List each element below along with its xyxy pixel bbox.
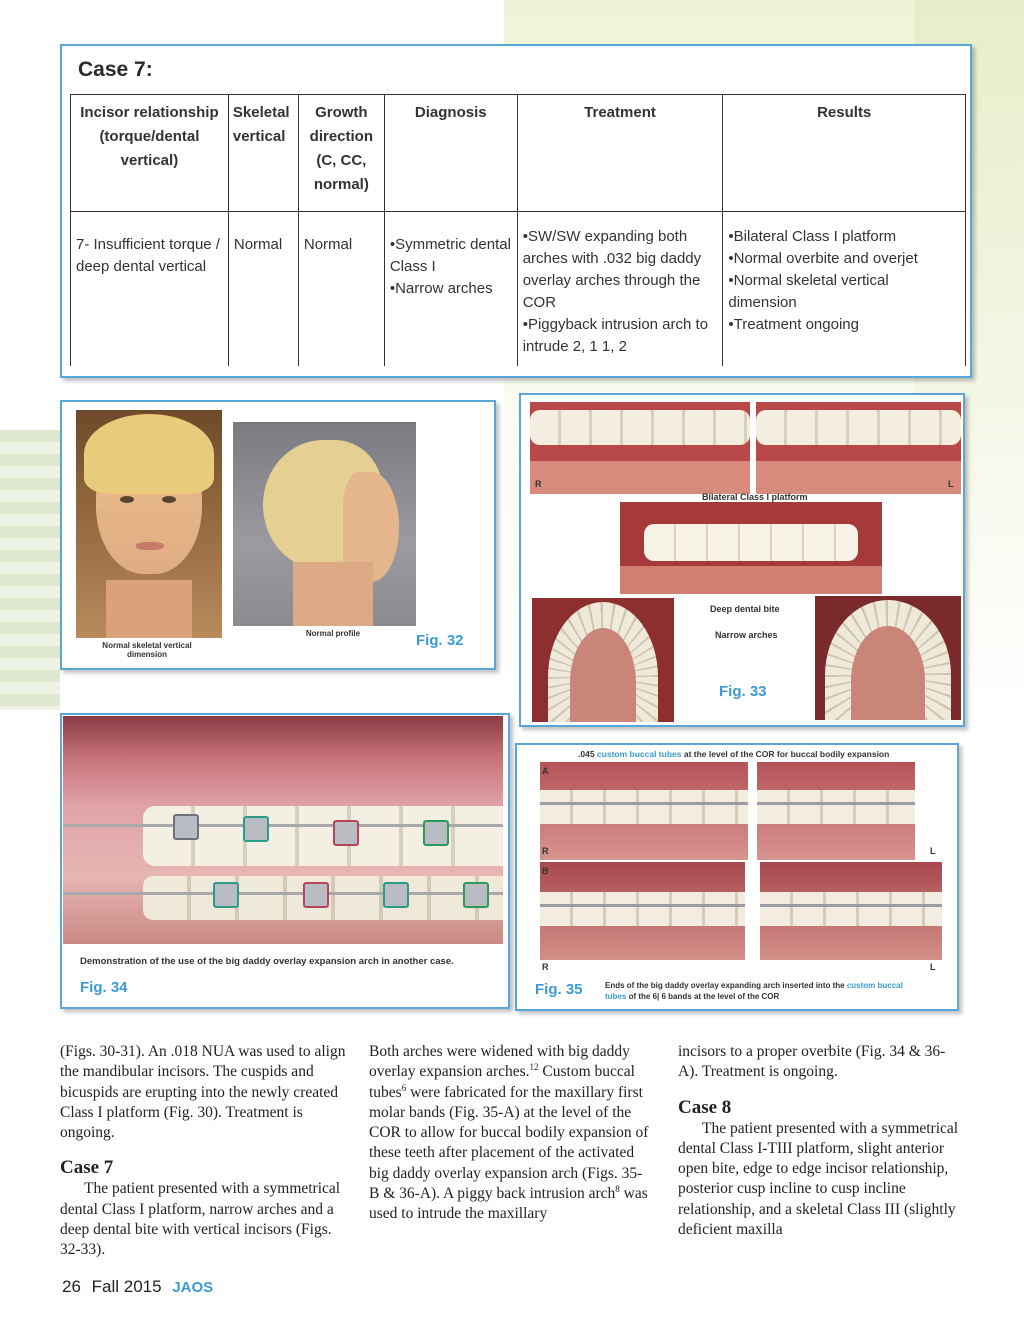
col1-case7-paragraph: The patient presented with a symmetrical dental Class I platform, narrow arches and a deep dental bite with vertical incisors (Figs. 32-33). <box>60 1180 341 1259</box>
text-column-2 <box>369 1042 651 1225</box>
page-footer <box>62 1277 213 1297</box>
header-diagnosis: Diagnosis <box>384 95 517 212</box>
lower-arch-photo <box>815 596 961 720</box>
fig35-top-caption-b: custom buccal tubes <box>596 749 682 759</box>
fig32-label: Fig. 32 <box>416 632 464 649</box>
fig35-top-caption-a: .045 <box>578 749 595 759</box>
case-table <box>70 94 966 366</box>
fig35-top-caption-c: at the level of the COR for buccal bodily expansion <box>683 749 890 759</box>
case8-heading: Case 8 <box>678 1096 732 1118</box>
fig33-caption-platform: Bilateral Class I platform <box>702 492 808 502</box>
col2-text-a: Both arches were widened with big daddy overlay expansion arches. <box>369 1043 630 1081</box>
col2-paragraph <box>369 1042 651 1225</box>
header-results: Results <box>723 95 966 212</box>
results-item: •Normal overbite and overjet <box>728 250 918 267</box>
header-growth: Growth direction (C, CC, normal) <box>298 95 384 212</box>
cell-growth: Normal <box>298 212 384 367</box>
fig35-marker-l-b: L <box>930 962 936 972</box>
diagnosis-item: •Symmetric dental Class I <box>389 236 511 275</box>
journal-name: JAOS <box>172 1279 214 1296</box>
cell-incisor: 7- Insufficient torque / deep dental vertical <box>71 212 229 367</box>
fig35-photo-a-left <box>757 762 915 860</box>
cell-treatment <box>517 212 723 367</box>
fig32-caption-front: Normal skeletal vertical dimension <box>102 641 192 659</box>
teeth-right-photo <box>530 402 750 494</box>
patient-profile-photo <box>233 422 416 626</box>
fig35-bottom-caption-a: Ends of the big daddy overlay expanding arch inserted into the <box>605 981 845 990</box>
diagnosis-item: •Narrow arches <box>389 280 493 297</box>
col3-paragraph: incisors to a proper overbite (Fig. 34 & 36-A). Treatment is ongoing. <box>678 1043 946 1081</box>
upper-arch-photo <box>532 598 674 722</box>
fig35-bottom-caption-b: custom buccal tubes <box>605 981 903 1001</box>
fig35-label: Fig. 35 <box>535 981 583 998</box>
issue-label: Fall 2015 <box>91 1277 162 1296</box>
patient-front-photo <box>76 410 222 638</box>
case-table-title: Case 7: <box>78 58 153 81</box>
results-item: •Normal skeletal vertical dimension <box>728 272 889 311</box>
fig35-marker-r-a: R <box>542 846 549 856</box>
fig33-marker-r: R <box>535 479 542 489</box>
fig35-marker-l-a: L <box>930 846 936 856</box>
fig33-caption-bite: Deep dental bite <box>710 604 780 614</box>
cell-results <box>723 212 966 367</box>
header-skeletal: Skeletal vertical <box>228 95 298 212</box>
fig35-marker-a: A <box>542 766 549 776</box>
fig35-photo-b-right <box>540 862 745 960</box>
fig35-bottom-caption <box>605 980 905 1002</box>
background-left-stripes <box>0 430 60 710</box>
col2-text-d: was used to intrude the maxillary <box>369 1185 648 1223</box>
col2-footnote-ref: 6 <box>401 1082 407 1093</box>
col1-paragraph: (Figs. 30-31). An .018 NUA was used to align the mandibular incisors. The cuspids and bicuspids are erupting into the newly created Class I platform (Fig. 30). Treatment is ongoing. <box>60 1043 346 1142</box>
fig35-marker-b: B <box>542 866 549 876</box>
teeth-front-photo <box>620 502 882 594</box>
col2-footnote-ref: 12 <box>529 1062 539 1073</box>
fig35-marker-r-b: R <box>542 962 549 972</box>
header-incisor: Incisor relationship (torque/dental vertical) <box>71 95 229 212</box>
fig34-caption: Demonstration of the use of the big daddy overlay expansion arch in another case. <box>80 956 454 967</box>
fig33-label: Fig. 33 <box>719 683 767 700</box>
fig35-photo-b-left <box>760 862 942 960</box>
text-column-1 <box>60 1042 350 1261</box>
results-item: •Bilateral Class I platform <box>728 228 897 245</box>
col3-case8-paragraph: The patient presented with a symmetrical dental Class I-TIII platform, slight anterior open bite, edge to edge incisor relationship, posterior cusp incline to cusp incline relationship, and a skeletal Class III (slightly deficient maxilla <box>678 1119 959 1239</box>
fig32-caption-profile: Normal profile <box>305 629 361 638</box>
col2-text-b: Custom buccal tubes <box>369 1063 635 1101</box>
header-treatment: Treatment <box>517 95 723 212</box>
results-item: •Treatment ongoing <box>728 316 859 333</box>
treatment-item: •Piggyback intrusion arch to intrude 2, 1 1, 2 <box>522 316 709 355</box>
page-number: 26 <box>62 1277 81 1296</box>
text-column-3 <box>678 1042 962 1240</box>
case-table-row <box>71 212 966 367</box>
braces-photo <box>63 716 503 944</box>
fig33-marker-l: L <box>948 479 954 489</box>
fig34-label: Fig. 34 <box>80 979 128 996</box>
case7-heading: Case 7 <box>60 1157 114 1179</box>
fig35-bottom-caption-c: of the 6| 6 bands at the level of the COR <box>628 992 780 1001</box>
cell-skeletal: Normal <box>228 212 298 367</box>
cell-diagnosis <box>384 212 517 367</box>
fig35-photo-a-right <box>540 762 748 860</box>
col2-text-c: were fabricated for the maxillary first molar bands (Fig. 35-A) at the level of the COR to allow for buccal bodily expansion of these teeth after placement of the activated big daddy overlay expansion arch (Figs. 35-B & 36-A). A piggy back intrusion arch <box>369 1083 649 1203</box>
teeth-left-photo <box>756 402 961 494</box>
fig33-caption-arches: Narrow arches <box>715 630 778 640</box>
treatment-item: •SW/SW expanding both arches with .032 big daddy overlay arches through the COR <box>522 228 702 311</box>
col2-footnote-ref: 8 <box>615 1183 620 1194</box>
fig35-top-caption <box>578 749 889 759</box>
case-table-header-row <box>71 95 966 212</box>
